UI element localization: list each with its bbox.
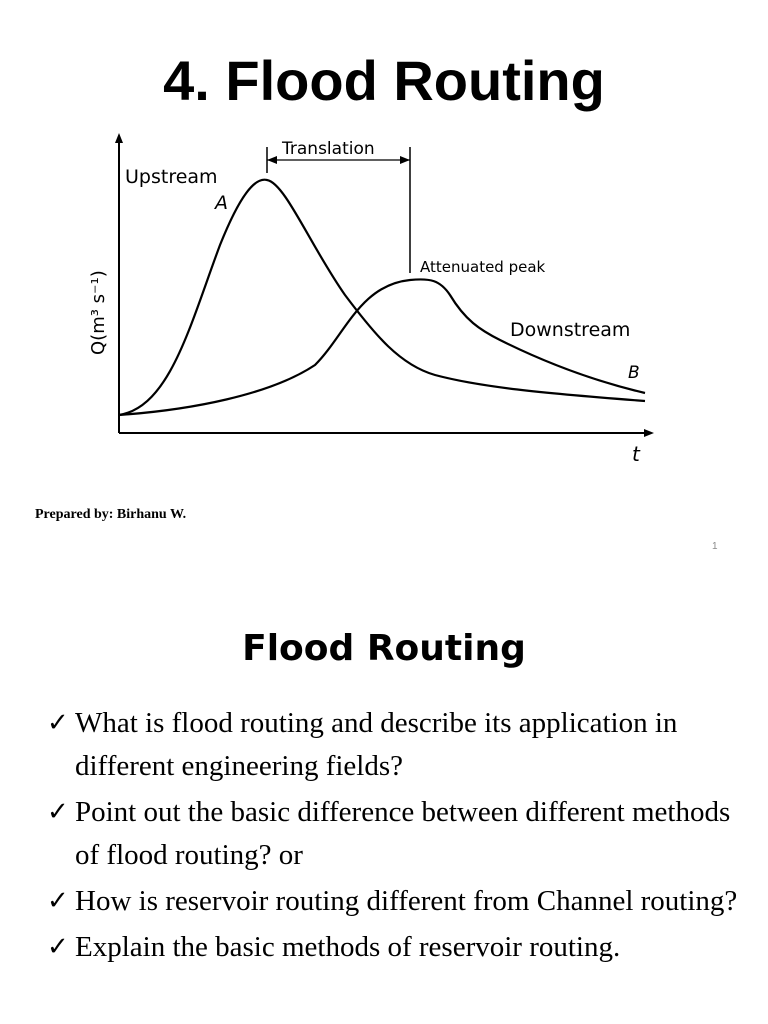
question-list	[47, 702, 757, 972]
x-axis-label: t	[632, 442, 640, 466]
question-text: Explain the basic methods of reservoir routing.	[75, 931, 621, 963]
upstream-hydrograph	[119, 180, 645, 415]
slide-title: Flood Routing	[242, 628, 526, 669]
y-axis-label: Q(m³ s⁻¹)	[88, 270, 109, 355]
list-item	[47, 791, 757, 877]
slide-title: 4. Flood Routing	[163, 49, 605, 112]
check-icon: ✓	[47, 932, 69, 962]
slide-2	[0, 575, 768, 1024]
list-item	[47, 880, 757, 923]
list-item	[47, 926, 757, 969]
translation-label: Translation	[282, 139, 375, 159]
check-icon: ✓	[47, 708, 69, 738]
attenuated-peak-label: Attenuated peak	[420, 258, 546, 276]
upstream-label: Upstream	[125, 166, 218, 188]
check-icon: ✓	[47, 797, 69, 827]
translation-arrow-left	[267, 156, 277, 164]
list-item	[47, 702, 757, 788]
x-axis-arrow	[644, 429, 654, 437]
question-text: How is reservoir routing different from Channel routing?	[75, 885, 738, 917]
downstream-label: Downstream	[510, 319, 631, 341]
series-b-label: B	[628, 363, 640, 383]
series-a-label: A	[215, 192, 228, 214]
question-text: Point out the basic difference between different methods of flood routing? or	[75, 796, 731, 871]
translation-arrow-right	[400, 156, 410, 164]
page-number: 1	[712, 541, 718, 552]
y-axis-arrow	[115, 133, 123, 143]
hydrograph-svg	[70, 125, 670, 480]
question-text: What is flood routing and describe its application in different engineering fields?	[75, 707, 678, 782]
author-credit: Prepared by: Birhanu W.	[35, 507, 187, 522]
hydrograph-figure	[70, 125, 670, 480]
check-icon: ✓	[47, 886, 69, 916]
